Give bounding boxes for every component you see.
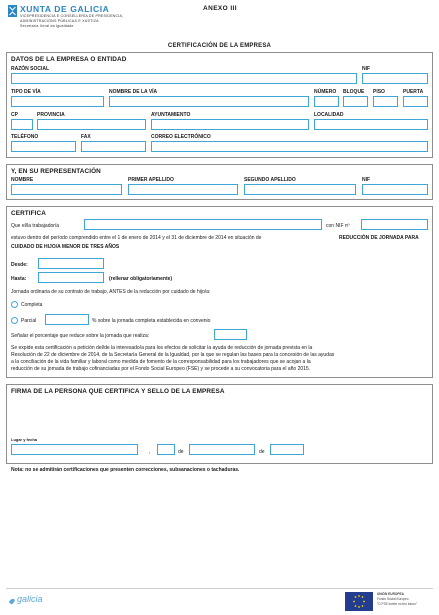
rep-nombre-field[interactable]: [11, 184, 122, 195]
legal-paragraph: [11, 345, 429, 373]
numero-label: NÚMERO: [314, 89, 337, 95]
lugar-fecha-label: Lugar y fecha: [11, 437, 38, 442]
periodo-text: estuvo dentro del período comprendido entre el 1 de enero de 2014 y el 31 de diciembre de 2014 en situación de: [11, 235, 262, 241]
hasta-field[interactable]: [38, 272, 104, 283]
representative-section-title: Y, EN SU REPRESENTACIÓN: [11, 168, 101, 175]
desde-label: Desde:: [11, 262, 28, 268]
rep-primer-apellido-field[interactable]: [128, 184, 238, 195]
cuidado-text: CUIDADO DE HIJO/A MENOR DE TRES AÑOS: [11, 244, 120, 250]
jornada-text: Jornada ordinaria de su contrato de trabajo, ANTES de la reducción por cuidado de hijo/a:: [11, 289, 211, 295]
dia-field[interactable]: [157, 444, 175, 455]
mes-field[interactable]: [189, 444, 255, 455]
trabajador-text: Que el/la trabajador/a: [11, 223, 60, 229]
legal-line-1: Se expide esta certificación a petición del/de la interesado/a para los efectos de solicitar la ayuda de reducción de jornada prevista en la: [11, 345, 313, 351]
cp-label: CP: [11, 112, 18, 118]
ano-field[interactable]: [270, 444, 304, 455]
nombre-via-field[interactable]: [109, 96, 309, 107]
puerta-label: PUERTA: [403, 89, 424, 95]
company-nif-field[interactable]: [362, 73, 428, 84]
localidad-field[interactable]: [314, 119, 428, 130]
rep-nif-field[interactable]: [362, 184, 428, 195]
hasta-label: Hasta:: [11, 276, 27, 282]
parcial-label: Parcial: [21, 318, 37, 324]
ayuntamiento-label: AYUNTAMIENTO: [151, 112, 191, 118]
provincia-field[interactable]: [37, 119, 146, 130]
eu-line-3: "O FSE invirte no teu futuro": [377, 602, 417, 606]
porcentaje-text: % sobre la jornada completa establecida en convenio: [92, 318, 211, 324]
reduccion-text: REDUCCIÓN DE JORNADA PARA: [339, 235, 419, 241]
de-text-2: de: [259, 449, 265, 455]
company-section-title: DATOS DE LA EMPRESA O ENTIDAD: [11, 56, 127, 63]
senalar-text: Señalar el porcentaje que reduce sobre la jornada que realiza:: [11, 333, 150, 339]
piso-label: PISO: [373, 89, 385, 95]
legal-line-2: Resolución de 22 de diciembre de 2014, de la Secretaría General de la Igualdad, por la que se regulan las bases para la concesión de las ayudas: [11, 352, 335, 358]
tipo-via-label: TIPO DE VÍA: [11, 89, 41, 95]
footer-divider: [6, 588, 433, 589]
con-nif-text: con NIF nº: [326, 223, 350, 229]
desde-field[interactable]: [38, 258, 104, 269]
eu-line-1: UNIÓN EUROPEA: [377, 592, 404, 596]
document-title: CERTIFICACIÓN DE LA EMPRESA: [167, 43, 272, 49]
correo-label: CORREO ELECTRÓNICO: [151, 134, 211, 140]
trabajador-field[interactable]: [84, 219, 322, 230]
rep-segundo-apellido-field[interactable]: [244, 184, 356, 195]
company-nif-label: NIF: [362, 66, 371, 72]
lugar-field[interactable]: [11, 444, 138, 455]
rep-nombre-label: NOMBRE: [11, 177, 34, 183]
numero-field[interactable]: [314, 96, 339, 107]
rep-primer-apellido-label: PRIMER APELLIDO: [128, 177, 174, 183]
signature-section-title: FIRMA DE LA PERSONA QUE CERTIFICA Y SELLO DE LA EMPRESA: [11, 388, 225, 395]
dept-line-2: ADMINISTRACIÓNS PÚBLICAS E XUSTIZA: [20, 19, 99, 23]
annex-label: ANEXO III: [203, 5, 237, 12]
bloque-field[interactable]: [343, 96, 368, 107]
fax-field[interactable]: [81, 141, 146, 152]
ayuntamiento-field[interactable]: [151, 119, 309, 130]
razon-social-field[interactable]: [11, 73, 357, 84]
parcial-radio[interactable]: [11, 317, 18, 324]
org-name: XUNTA DE GALICIA: [20, 4, 110, 14]
dept-line-3: Secretaría Xeral da Igualdade: [20, 24, 74, 28]
parcial-percent-field[interactable]: [45, 314, 89, 325]
note-text: Nota: no se admitirán certificaciones que presenten correcciones, subsanaciones o tachaduras.: [11, 467, 240, 473]
telefono-field[interactable]: [11, 141, 76, 152]
cp-field[interactable]: [11, 119, 33, 130]
nombre-via-label: NOMBRE DE LA VÍA: [109, 89, 158, 95]
rep-nif-label: NIF: [362, 177, 371, 183]
puerta-field[interactable]: [403, 96, 428, 107]
dept-line-1: VICEPRESIDENCIA E CONSELLERÍA DE PRESIDENCIA,: [20, 14, 124, 18]
razon-social-label: RAZÓN SOCIAL: [11, 66, 50, 72]
correo-field[interactable]: [151, 141, 428, 152]
certify-section-title: CERTIFICA: [11, 210, 46, 217]
reduction-percent-field[interactable]: [214, 329, 247, 340]
tipo-via-field[interactable]: [11, 96, 104, 107]
bloque-label: BLOQUE: [343, 89, 365, 95]
trabajador-nif-field[interactable]: [361, 219, 428, 230]
completa-radio[interactable]: [11, 301, 18, 308]
legal-line-4: reducción de su jornada de trabajo cofinanciadas por el Fondo Social Europeo (FSE) y se procede a su convocatoria para el año 2015.: [11, 366, 311, 372]
localidad-label: LOCALIDAD: [314, 112, 344, 118]
de-text-1: de: [178, 449, 184, 455]
piso-field[interactable]: [373, 96, 398, 107]
completa-label: Completa: [21, 302, 43, 308]
fax-label: FAX: [81, 134, 91, 140]
provincia-label: PROVINCIA: [37, 112, 65, 118]
eu-line-2: Fondo Social Europeo: [377, 597, 409, 601]
rellenar-text: (rellenar obligatoriamente): [109, 276, 173, 282]
legal-line-3: a la conciliación de la vida familiar y laboral como medida de fomento de la corresponsabilidad para los trabajadores que se acojan a la: [11, 359, 311, 365]
galicia-wordmark: galicia: [17, 594, 43, 604]
galicia-logo-icon: [8, 594, 16, 612]
telefono-label: TELÉFONO: [11, 134, 39, 140]
eu-flag-icon: [345, 592, 373, 611]
comma-separator: ,: [149, 449, 151, 455]
xunta-logo-icon: [8, 4, 17, 16]
rep-segundo-apellido-label: SEGUNDO APELLIDO: [244, 177, 296, 183]
